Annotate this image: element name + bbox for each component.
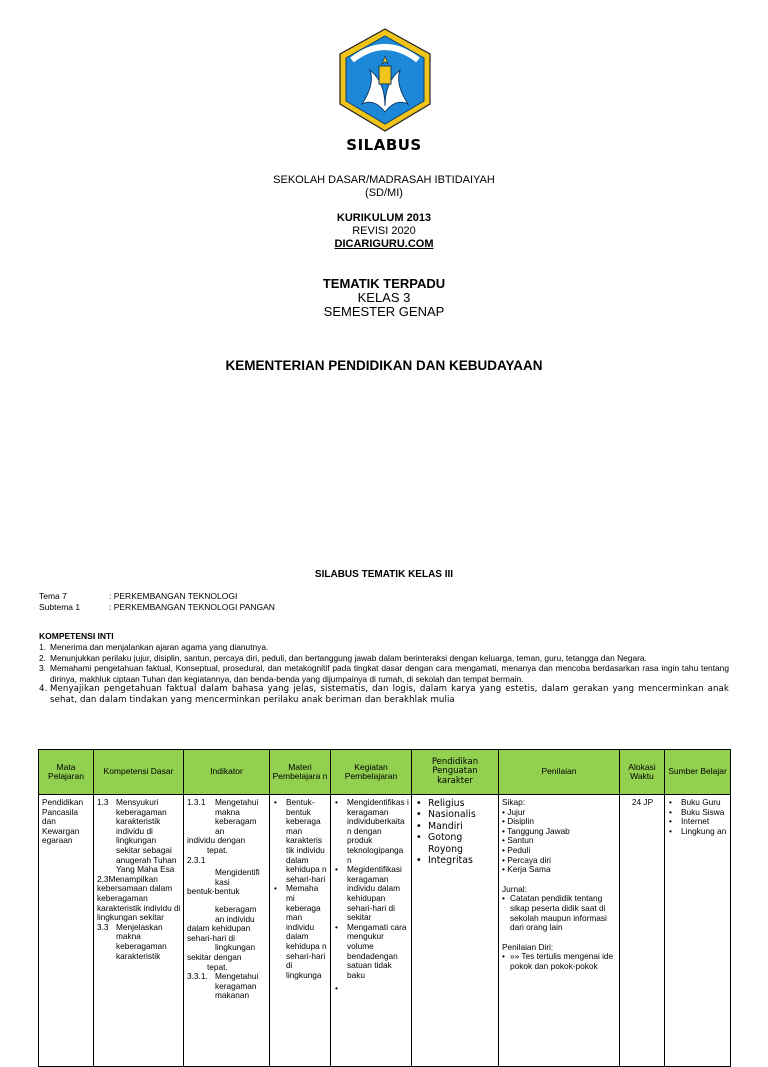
indikator-end: tepat. — [207, 844, 228, 855]
indikator-text: keberagam an individu — [215, 903, 257, 924]
indikator-text: Mengetahui makna keberagam an — [215, 797, 259, 836]
cell-ppk — [412, 795, 499, 1067]
ki-text: Menerima dan menjalankan ajaran agama yang dianutnya. — [50, 642, 269, 652]
cell-sumber — [665, 795, 731, 1067]
school-level: SEKOLAH DASAR/MADRASAH IBTIDAIYAH — [273, 174, 495, 186]
kd-num: 1.3 — [97, 797, 109, 807]
cell-kd — [94, 795, 184, 1067]
table-header-row — [39, 750, 731, 795]
indikator-num: 3.3.1. — [187, 971, 208, 982]
indikator-item — [187, 972, 267, 1001]
list-item: • Religius — [416, 798, 465, 809]
indikator-item — [187, 798, 267, 836]
ki-heading: KOMPETENSI INTI — [39, 631, 114, 641]
tut-wuri-handayani-logo — [330, 26, 440, 134]
ki-num: 4. — [39, 684, 48, 695]
indikator-tail: lingkungan — [215, 942, 256, 953]
indikator-text: Mengidentifi kasi — [215, 867, 260, 887]
materi-text: Memaha mi keberaga man individu dalam kehidupa n sehari-hari di lingkunga — [286, 883, 327, 980]
ppk-text: Religius — [428, 798, 465, 809]
indikator-num: 1.3.1 — [187, 797, 206, 807]
ppk-text: Integritas — [428, 855, 473, 867]
list-item: • Bentuk-bentuk keberaga man karakteris tik individu dalam kehidupa n sehari-hari — [274, 797, 327, 884]
penilaian-item: • Tanggung Jawab — [502, 825, 570, 836]
penilaian-item: • Kerja Sama — [502, 864, 551, 875]
kegiatan-text: Mengidentifikas i keragaman individuberkaita n dengan produk teknologipanga n — [347, 797, 409, 865]
list-item: • Integritas — [416, 855, 473, 867]
meta-subtheme — [39, 602, 275, 612]
curriculum-name: KURIKULUM 2013 — [336, 212, 432, 224]
ppk-list — [415, 798, 496, 866]
materi-list — [273, 798, 328, 980]
ki-item — [39, 642, 729, 653]
indikator-num: 2.3.1 — [187, 854, 206, 865]
kd-text: Menjelaskan makna keberagaman karakteristik — [116, 921, 167, 961]
penilaian-label: Jurnal: — [502, 883, 527, 894]
indikator-tail: individu dengan — [187, 835, 246, 846]
kd-text: Mensyukuri keberagaman karakteristik individu di lingkungan sekitar sebagai anugerah Tuhan Yang Maha Esa — [116, 797, 177, 875]
penilaian-item: • Santun — [502, 835, 534, 846]
ki-list — [39, 642, 729, 706]
ppk-text: Nasionalis — [428, 809, 476, 821]
ministry-title: KEMENTERIAN PENDIDIKAN DAN KEBUDAYAAN — [225, 358, 543, 373]
meta-key: Tema 7 — [39, 591, 67, 601]
cell-materi — [270, 795, 331, 1067]
kegiatan-text: Megidentifikasi keragaman individu dalam kehidupan sehari-hari di sekitar — [347, 864, 402, 923]
indikator-tail: dalam kehidupan sehari-hari di — [187, 923, 251, 943]
ki-text: Menunjukkan perilaku jujur, disiplin, santun, percaya diri, peduli, dan bertanggung jawab dalam berinteraksi dengan keluarga, teman, guru, tetangga dan Negara. — [50, 652, 647, 663]
sumber-text: Buku Siswa — [681, 806, 725, 817]
grade-label: KELAS 3 — [357, 290, 411, 305]
penilaian-item: • »» Tes tertulis mengenai ide pokok dan pokok-pokok — [502, 951, 614, 971]
kegiatan-text: Mengamati cara mengukur volume bendadengan satuan tidak baku — [347, 921, 407, 980]
meta-value: : PERKEMBANGAN TEKNOLOGI PANGAN — [109, 602, 275, 612]
ki-num: 2. — [39, 652, 46, 663]
header-ppk: Pendidikan Penguatan karakter — [412, 750, 499, 795]
cell-mapel: Pendidikan Pancasila dan Kewargan egaraan — [39, 795, 94, 1067]
penilaian-item: • Catatan pendidik tentang sikap peserta didik saat di sekolah maupun informasi dari orang lain — [502, 893, 607, 933]
list-item: • Lingkung an — [669, 825, 727, 836]
ppk-text: Gotong Royong — [428, 832, 464, 855]
cell-alokasi: 24 JP — [620, 795, 665, 1067]
list-item: • Buku Guru — [669, 797, 721, 807]
kd-item — [97, 798, 181, 875]
table-row — [39, 795, 731, 1067]
ki-item — [39, 653, 729, 664]
header-kd: Kompetensi Dasar — [94, 750, 184, 795]
materi-text: Bentuk-bentuk keberaga man karakteris tik individu dalam kehidupa n sehari-hari — [286, 797, 327, 884]
list-item: • Mengidentifikas i keragaman individuberkaita n dengan produk teknologipanga n — [335, 797, 409, 865]
ki-text: Memahami pengetahuan faktual, Konseptual, prosedural, dan metakognitif pada tingkat dasar dengan cara mengamati, menanya dan mencoba berdasarkan rasa ingin tahu tentang dirinya, makhluk ciptaan Tuhan dan kegiatannya, dan benda-benda yang dijumpainya di rumah, di sekolah dan tempat bermain. — [50, 663, 729, 684]
meta-theme — [39, 591, 237, 601]
penilaian-item: • Percaya diri — [502, 854, 552, 865]
indikator-tail: bentuk-bentuk — [187, 886, 240, 897]
subject-title: TEMATIK TERPADU — [322, 276, 446, 291]
school-level-abbr: (SD/MI) — [365, 187, 403, 199]
syllabus-table — [38, 749, 731, 1067]
meta-value: : PERKEMBANGAN TEKNOLOGI — [109, 591, 238, 601]
ki-item — [39, 663, 729, 684]
penilaian-label: Sikap: — [502, 797, 526, 807]
ki-text: Menyajikan pengetahuan faktual dalam bahasa yang jelas, sistematis, dan logis, dalam karya yang estetis, dalam gerakan yang mencerminkan anak sehat, dan dalam tindakan yang mencerminkan perilaku anak beriman dan berakhlak mulia — [50, 684, 729, 705]
penilaian-item: • Peduli — [502, 844, 531, 855]
list-item: • Mandiri — [416, 820, 463, 832]
header-materi: Materi Pembelajara n — [270, 750, 331, 795]
header-indikator: Indikator — [184, 750, 270, 795]
indikator-end: tepat. — [207, 961, 228, 972]
document-brand: SILABUS — [346, 136, 422, 154]
list-item: • Internet — [669, 816, 710, 827]
curriculum-revision: REVISI 2020 — [352, 225, 416, 237]
cell-kegiatan — [331, 795, 412, 1067]
kegiatan-list: • Mengidentifikas i keragaman individuberkaita n dengan produk teknologipanga n • Megidentifikasi keragaman individu dalam kehidupan sehari-hari di sekitar • Mengamati cara mengukur volume bendadengan satuan tidak baku • — [335, 797, 409, 994]
site-link[interactable]: DICARIGURU.COM — [334, 238, 434, 250]
penilaian-item: • Disiplin — [502, 816, 534, 827]
indikator-tail: sekitar dengan — [187, 951, 242, 962]
indikator-text: Mengetahui keragaman makanan — [215, 971, 259, 1001]
sumber-list — [668, 798, 728, 836]
list-item: • Mengamati cara mengukur volume bendadengan satuan tidak baku — [335, 921, 407, 980]
header-alokasi: Alokasi Waktu — [620, 750, 665, 795]
semester-label: SEMESTER GENAP — [323, 304, 445, 319]
sumber-text: Buku Guru — [681, 797, 721, 807]
list-item: • Megidentifikasi keragaman individu dalam kehidupan sehari-hari di sekitar — [335, 864, 402, 923]
sumber-text: Lingkung an — [681, 825, 727, 836]
ki-num: 1. — [39, 642, 46, 652]
cell-indikator — [184, 795, 270, 1067]
kd-text: 2.3Menampilkan kebersamaan dalam keberagaman karakteristik individu di — [97, 873, 181, 913]
header-kegiatan: Kegiatan Pembelajaran — [331, 750, 412, 795]
list-item: • Memaha mi keberaga man individu dalam kehidupa n sehari-hari di lingkunga — [274, 883, 327, 980]
header-penilaian: Penilaian — [499, 750, 620, 795]
meta-key: Subtema 1 — [39, 602, 81, 612]
kd-item — [97, 875, 181, 913]
kd-tail: lingkungan sekitar — [97, 912, 164, 923]
ppk-text: Mandiri — [428, 820, 463, 832]
sumber-text: Internet — [681, 816, 710, 827]
syllabus-title: SILABUS TEMATIK KELAS III — [314, 569, 454, 580]
ki-num: 3. — [39, 663, 46, 674]
penilaian-label: Penilaian Diri: — [502, 941, 554, 952]
list-item: • Gotong Royong — [416, 832, 464, 855]
kd-item — [97, 923, 181, 961]
ki-item — [39, 684, 729, 705]
penilaian-item: • Jujur — [502, 806, 526, 817]
cell-penilaian — [499, 795, 620, 1067]
list-item: • Nasionalis — [416, 809, 476, 821]
header-mapel: Mata Pelajaran — [39, 750, 94, 795]
kd-num: 3.3 — [97, 921, 109, 932]
list-item: • Buku Siswa — [669, 806, 725, 817]
header-sumber: Sumber Belajar — [665, 750, 731, 795]
